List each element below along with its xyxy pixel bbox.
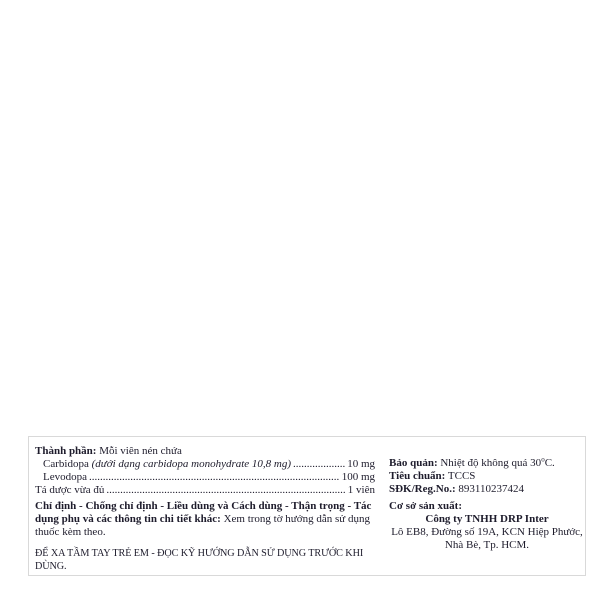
excipient-amount: 1 viên xyxy=(347,484,375,496)
ingredient-amount: 100 mg xyxy=(341,471,375,483)
ingredient-amount: 10 mg xyxy=(347,458,375,470)
composition-label: Thành phần: xyxy=(35,445,97,457)
manufacturer-label: Cơ sở sản xuất: xyxy=(389,500,462,512)
manufacturer-name: Công ty TNHH DRP Inter xyxy=(425,513,549,525)
ingredient-name: Carbidopa xyxy=(43,458,89,470)
degree-sup: o xyxy=(541,455,545,464)
indications-text: Xem trong tờ hướng dẫn sử dụng thuốc kèm theo. xyxy=(35,513,370,538)
standard-value: TCCS xyxy=(447,470,476,482)
excipient-row xyxy=(35,484,375,497)
manufacturer-address-1: Lô EB8, Đường số 19A, KCN Hiệp Phước, xyxy=(391,526,583,538)
warning-text: ĐỂ XA TẦM TAY TRẺ EM - ĐỌC KỸ HƯỚNG DẪN SỬ DỤNG TRƯỚC KHI DÙNG. xyxy=(35,548,364,572)
storage-text: Nhiệt độ không quá 30 xyxy=(440,457,542,469)
ingredient-name: Levodopa xyxy=(43,471,87,483)
indications-label: Chỉ định - Chống chỉ định - Liều dùng và Cách dùng - Thận trọng - Tác dụng phụ và các thông tin chi tiết khác: xyxy=(35,500,372,525)
indications-block xyxy=(35,500,375,539)
dot-leader xyxy=(106,484,345,497)
ingredient-note: (dưới dạng carbidopa monohydrate 10,8 mg) xyxy=(91,458,292,470)
left-column xyxy=(35,445,375,573)
product-info-panel xyxy=(28,436,586,576)
manufacturer-address-2: Nhà Bè, Tp. HCM. xyxy=(444,539,530,551)
excipient-name: Tá dược vừa đủ xyxy=(35,484,105,496)
ingredient-row-levodopa xyxy=(35,471,375,484)
registration-label: SĐK/Reg.No.: xyxy=(389,483,456,495)
dot-leader xyxy=(293,458,345,471)
composition-text: Mỗi viên nén chứa xyxy=(99,445,182,457)
dot-leader xyxy=(89,471,340,484)
storage-label: Bảo quản: xyxy=(389,457,438,469)
registration-value: 893110237424 xyxy=(458,483,524,495)
standard-line xyxy=(389,470,585,483)
registration-line xyxy=(389,483,585,496)
storage-unit: C. xyxy=(544,457,555,469)
storage-line xyxy=(389,457,585,470)
composition-line xyxy=(35,445,375,458)
standard-label: Tiêu chuẩn: xyxy=(389,470,446,482)
ingredient-row-carbidopa xyxy=(35,458,375,471)
right-column xyxy=(389,457,585,552)
